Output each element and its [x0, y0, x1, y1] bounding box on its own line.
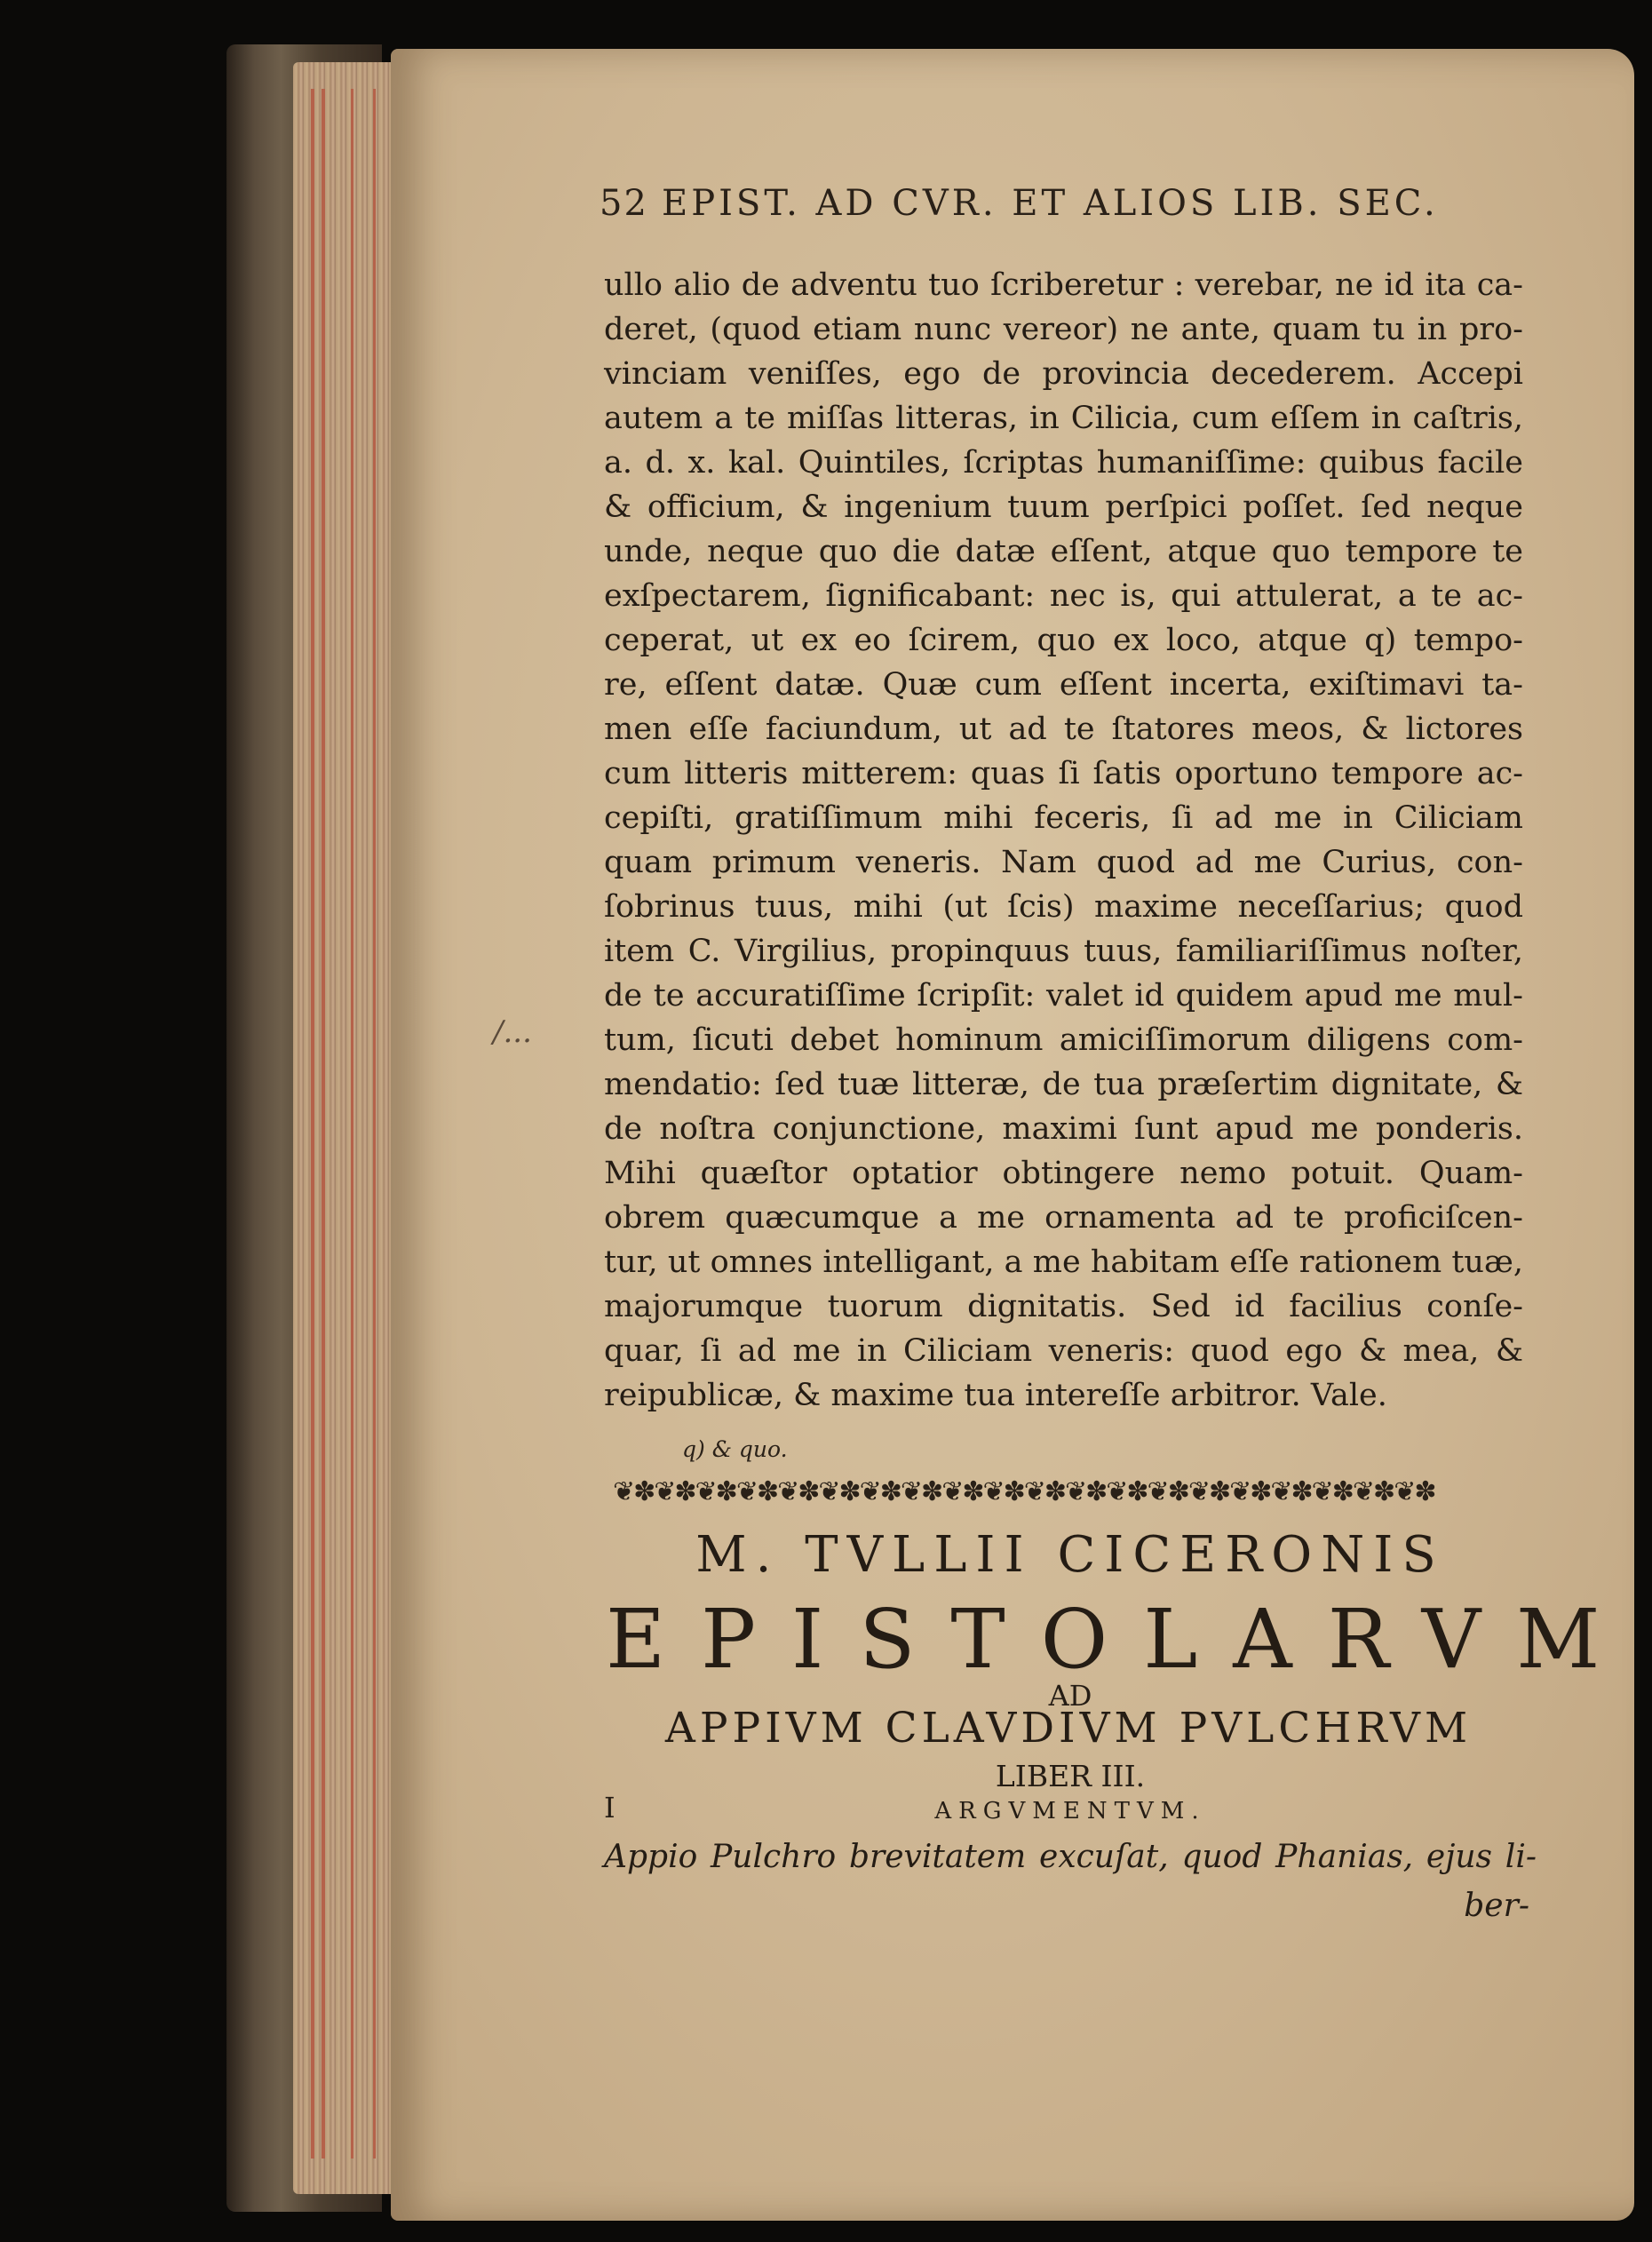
- text-line: cepiſti, gratiſſimum mihi feceris, ſi ad me in Ciliciam: [604, 800, 1523, 836]
- argument-label: ARGVMENTVM.: [934, 1798, 1206, 1825]
- text-line: a. d. x. kal. Quintiles, ſcriptas humaniſſime: quibus facile: [604, 445, 1523, 481]
- running-title: EPIST. AD CVR. ET ALIOS LIB. SEC.: [662, 183, 1439, 224]
- body-text: [604, 263, 1523, 1418]
- text-line: item C. Virgilius, propinquus tuus, familiariſſimus noſter,: [604, 934, 1523, 969]
- section-number: I: [604, 1791, 616, 1825]
- text-line: autem a te miſſas litteras, in Cilicia, cum eſſem in caſtris,: [604, 401, 1523, 436]
- text-line: reipublicæ, & maxime tua intereſſe arbitror. Vale.: [604, 1378, 1387, 1413]
- catchword: ber-: [1464, 1888, 1529, 1924]
- text-line: de te accuratiſſime ſcripſit: valet id quidem apud me mul-: [604, 978, 1523, 1014]
- text-line: ſobrinus tuus, mihi (ut ſcis) maxime neceſſarius; quod: [604, 889, 1523, 925]
- text-line: vinciam veniſſes, ego de provincia decederem. Accepi: [604, 356, 1523, 392]
- page-edges: [293, 62, 400, 2194]
- text-line: exſpectarem, ſignificabant: nec is, qui attulerat, a te ac-: [604, 578, 1523, 614]
- text-line: cum litteris mitterem: quas ſi ſatis oportuno tempore ac-: [604, 756, 1523, 791]
- text-line: ullo alio de adventu tuo ſcriberetur : verebar, ne id ita ca-: [604, 267, 1523, 303]
- text-line: tur, ut omnes intelligant, a me habitam eſſe rationem tuæ,: [604, 1244, 1523, 1280]
- text-line: deret, (quod etiam nunc vereor) ne ante, quam tu in pro-: [604, 312, 1523, 347]
- red-edge-stain: [322, 89, 325, 2159]
- text-line: men eſſe faciundum, ut ad te ſtatores meos, & lictores: [604, 712, 1523, 747]
- text-line: obrem quæcumque a me ornamenta ad te proficiſcen-: [604, 1200, 1523, 1236]
- text-line: ceperat, ut ex eo ſcirem, quo ex loco, atque q) tempo-: [604, 623, 1523, 658]
- footnote: q) & quo.: [682, 1436, 788, 1462]
- red-edge-stain: [351, 89, 353, 2159]
- title-main: EPISTOLARVM: [606, 1592, 1636, 1687]
- text-line: tum, ſicuti debet hominum amiciſſimorum diligens com-: [604, 1022, 1523, 1058]
- text-line: & officium, & ingenium tuum perſpici poſſet. ſed neque: [604, 489, 1523, 525]
- ornament-band: ❦✽❦✽❦✽❦✽❦✽❦✽❦✽❦✽❦✽❦✽❦✽❦✽❦✽❦✽❦✽❦✽❦✽❦✽❦✽❦✽: [613, 1476, 1435, 1507]
- text-line: majorumque tuorum dignitatis. Sed id facilius conſe-: [604, 1289, 1523, 1324]
- title-recipient: APPIVM CLAVDIVM PVLCHRVM: [664, 1704, 1473, 1753]
- margin-pencil-mark: /...: [493, 1014, 532, 1050]
- title-author: M. TVLLII CICERONIS: [695, 1526, 1445, 1584]
- running-header: [600, 183, 1461, 224]
- text-line: de noſtra conjunctione, maximi ſunt apud me ponderis.: [604, 1111, 1523, 1147]
- text-line: Mihi quæſtor optatior obtingere nemo potuit. Quam-: [604, 1156, 1523, 1191]
- title-ad: AD: [1048, 1679, 1092, 1713]
- page-number: 52: [600, 183, 648, 224]
- argument-text: Appio Pulchro brevitatem excuſat, quod Phanias, ejus li-: [604, 1839, 1537, 1875]
- text-line: quam primum veneris. Nam quod ad me Curius, con-: [604, 845, 1523, 880]
- text-line: mendatio: ſed tuæ litteræ, de tua præſertim dignitate, &: [604, 1067, 1523, 1102]
- text-line: unde, neque quo die datæ eſſent, atque quo tempore te: [604, 534, 1523, 569]
- red-edge-stain: [373, 89, 376, 2159]
- text-line: re, eſſent datæ. Quæ cum eſſent incerta, exiſtimavi ta-: [604, 667, 1523, 703]
- text-line: quar, ſi ad me in Ciliciam veneris: quod ego & mea, &: [604, 1333, 1523, 1369]
- title-book: LIBER III.: [995, 1759, 1146, 1793]
- red-edge-stain: [311, 89, 314, 2159]
